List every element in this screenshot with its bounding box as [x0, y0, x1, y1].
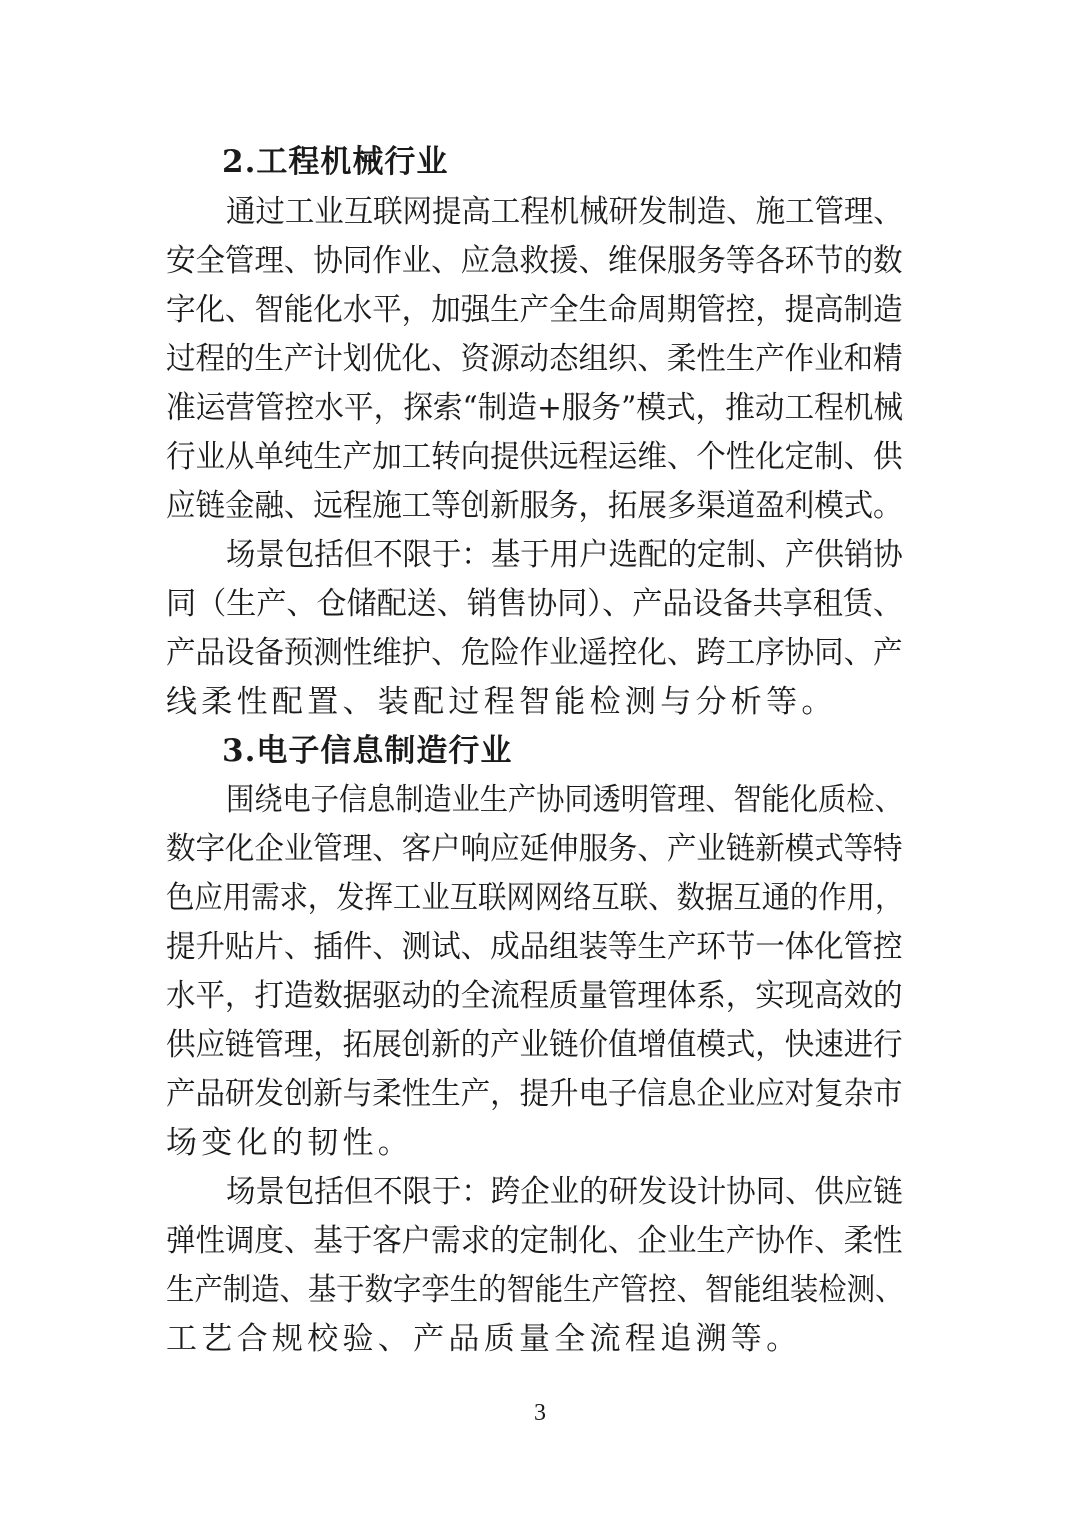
paragraph-line: 场景包括但不限于：基于用户选配的定制、产供销协 [226, 537, 903, 573]
paragraph-line: 产品设备预测性维护、危险作业遥控化、跨工序协同、产 [166, 635, 903, 671]
page-number: 3 [534, 1400, 546, 1426]
paragraph-line: 围绕电子信息制造业生产协同透明管理、智能化质检、 [226, 782, 903, 818]
paragraph-line: 生产制造、基于数字孪生的智能生产管控、智能组装检测、 [166, 1272, 904, 1308]
paragraph-line: 色应用需求，发挥工业互联网网络互联、数据互通的作用， [166, 880, 904, 916]
paragraph-line: 准运营管控水平，探索“制造+服务”模式，推动工程机械 [166, 390, 904, 426]
paragraph-line: 字化、智能化水平，加强生产全生命周期管控，提高制造 [166, 292, 903, 328]
paragraph-line: 水平，打造数据驱动的全流程质量管理体系，实现高效的 [166, 978, 903, 1014]
paragraph-line: 同（生产、仓储配送、销售协同）、产品设备共享租赁、 [166, 586, 903, 622]
paragraph-line: 提升贴片、插件、测试、成品组装等生产环节一体化管控 [166, 929, 903, 965]
paragraph-line: 数字化企业管理、客户响应延伸服务、产业链新模式等特 [166, 831, 903, 867]
paragraph-line: 应链金融、远程施工等创新服务，拓展多渠道盈利模式。 [166, 488, 903, 524]
section-heading-electronic-information: 3.电子信息制造行业 [222, 733, 513, 769]
paragraph-line: 弹性调度、基于客户需求的定制化、企业生产协作、柔性 [166, 1223, 903, 1259]
paragraph-line: 场变化的韧性。 [166, 1125, 414, 1161]
paragraph-line: 线柔性配置、装配过程智能检测与分析等。 [166, 684, 837, 720]
paragraph-line: 行业从单纯生产加工转向提供远程运维、个性化定制、供 [166, 439, 903, 475]
paragraph-line: 工艺合规校验、产品质量全流程追溯等。 [166, 1321, 802, 1357]
paragraph-line: 安全管理、协同作业、应急救援、维保服务等各环节的数 [166, 243, 903, 279]
paragraph-line: 供应链管理，拓展创新的产业链价值增值模式，快速进行 [166, 1027, 903, 1063]
paragraph-line: 通过工业互联网提高工程机械研发制造、施工管理、 [226, 194, 903, 230]
paragraph-line: 过程的生产计划优化、资源动态组织、柔性生产作业和精 [166, 341, 903, 377]
section-heading-construction-machinery: 2.工程机械行业 [222, 144, 449, 180]
paragraph-line: 场景包括但不限于：跨企业的研发设计协同、供应链 [226, 1174, 903, 1210]
paragraph-line: 产品研发创新与柔性生产，提升电子信息企业应对复杂市 [166, 1076, 903, 1112]
